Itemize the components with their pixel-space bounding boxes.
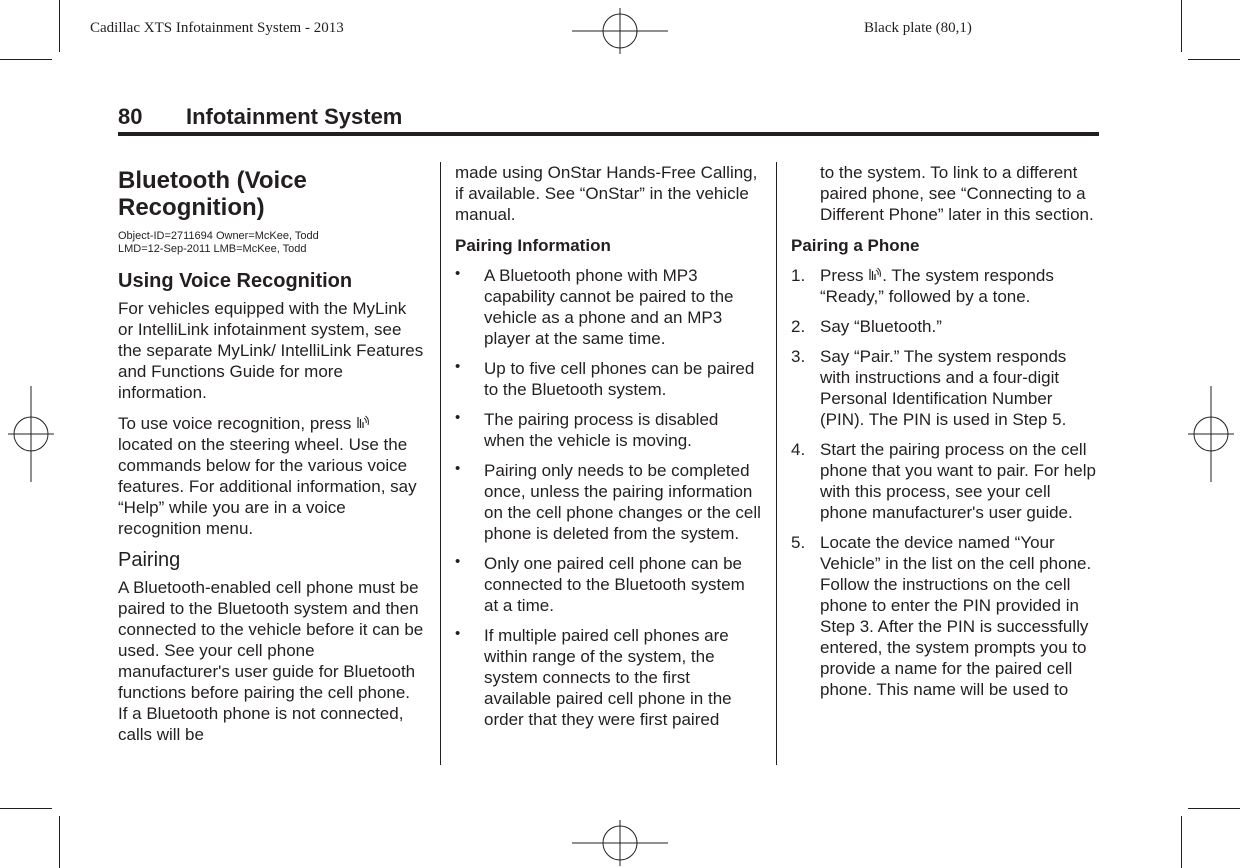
- column-divider: [776, 162, 777, 765]
- push-to-talk-icon: [868, 267, 882, 283]
- using-voice-recognition-heading: Using Voice Recognition: [118, 270, 353, 292]
- column-3: [791, 162, 1099, 709]
- running-header-right: Black plate (80,1): [864, 20, 972, 36]
- registration-mark-icon: [1188, 386, 1234, 482]
- crop-mark: [59, 0, 60, 52]
- column-divider: [440, 162, 441, 765]
- pairing-information-heading: Pairing Information: [455, 236, 611, 255]
- pairing-paragraph: A Bluetooth-enabled cell phone must be paired to the Bluetooth system and then connected to the vehicle before it can be used. See your cell phone manufacturer's user guide for Bluetooth functions before pairing the cell phone. If a Bluetooth phone is not connected, calls will be: [118, 578, 424, 744]
- list-item: [791, 316, 1099, 337]
- registration-mark-icon: [572, 820, 668, 866]
- step-text: . The system responds “Ready,” followed by a tone.: [820, 266, 1054, 306]
- page-heading: [118, 104, 402, 130]
- pairing-information-list: [455, 265, 761, 730]
- step-text: Say “Pair.” The system responds with instructions and a four-digit Personal Identification Number (PIN). The PIN is used in Step 5.: [820, 347, 1067, 429]
- list-item: • Up to five cell phones can be paired to the Bluetooth system.: [455, 358, 761, 400]
- step-text: Say “Bluetooth.”: [820, 317, 942, 336]
- page-number: 80: [118, 104, 143, 129]
- pairing-heading: Pairing: [118, 549, 181, 571]
- step-number: 2.: [791, 317, 806, 336]
- step-number: 1.: [791, 266, 806, 285]
- step-text: Start the pairing process on the cell phone that you want to pair. For help with this process, see your cell phone manufacturer's user guide.: [820, 440, 1096, 522]
- list-item: [791, 265, 1099, 307]
- crop-mark: [0, 808, 52, 809]
- list-item: • A Bluetooth phone with MP3 capability cannot be paired to the vehicle as a phone and an MP3 player at the same time.: [455, 265, 761, 349]
- crop-mark: [1181, 0, 1182, 52]
- registration-mark-icon: [572, 8, 668, 54]
- voice-para-end: located on the steering wheel. Use the commands below for the various voice features. For additional information, say “Help” while you are in a voice recognition menu.: [118, 435, 417, 538]
- step-number: 5.: [791, 533, 806, 552]
- list-item: [791, 346, 1099, 430]
- continued-paragraph: made using OnStar Hands-Free Calling, if available. See “OnStar” in the vehicle manual.: [455, 163, 758, 224]
- step-number: 3.: [791, 347, 806, 366]
- page-title: Infotainment System: [186, 104, 403, 129]
- list-item: • If multiple paired cell phones are within range of the system, the system connects to the first available paired cell phone in the order that they were first paired: [455, 625, 761, 730]
- crop-mark: [1181, 816, 1182, 868]
- crop-mark: [59, 816, 60, 868]
- list-item: • Only one paired cell phone can be connected to the Bluetooth system at a time.: [455, 553, 761, 616]
- list-item: • Pairing only needs to be completed once, unless the pairing information on the cell phone changes or the cell phone is deleted from the system.: [455, 460, 761, 544]
- list-item: [791, 439, 1099, 523]
- using-paragraph: For vehicles equipped with the MyLink or IntelliLink infotainment system, see the separate MyLink/ IntelliLink Features and Functions Guide for more information.: [118, 299, 424, 402]
- meta-line: LMD=12-Sep-2011 LMB=McKee, Todd: [118, 243, 307, 255]
- crop-mark: [1188, 808, 1240, 809]
- pairing-steps: [791, 265, 1099, 700]
- column-2: [455, 162, 761, 739]
- push-to-talk-icon: [356, 415, 370, 431]
- meta-line: Object-ID=2711694 Owner=McKee, Todd: [118, 230, 319, 242]
- column-1: [118, 162, 424, 755]
- crop-mark: [0, 59, 52, 60]
- registration-mark-icon: [8, 386, 54, 482]
- step-text: Press: [820, 266, 864, 285]
- crop-mark: [1188, 59, 1240, 60]
- section-title: Bluetooth (Voice Recognition): [118, 167, 307, 221]
- list-item: • The pairing process is disabled when the vehicle is moving.: [455, 409, 761, 451]
- heading-rule: [118, 132, 1099, 136]
- object-metadata: [118, 230, 424, 256]
- running-header-left: Cadillac XTS Infotainment System - 2013: [90, 20, 344, 36]
- voice-para-start: To use voice recognition, press: [118, 414, 352, 433]
- list-item: [791, 532, 1099, 700]
- step-text: Locate the device named “Your Vehicle” in the list on the cell phone. Follow the instructions on the cell phone to enter the PIN provided in Step 3. After the PIN is successfully entered, the system prompts you to provide a name for the paired cell phone. This name will be used to: [820, 533, 1092, 699]
- voice-recognition-paragraph: [118, 413, 424, 539]
- pairing-a-phone-heading: Pairing a Phone: [791, 236, 920, 255]
- step-number: 4.: [791, 440, 806, 459]
- continued-paragraph: to the system. To link to a different paired phone, see “Connecting to a Different Phone” later in this section.: [820, 163, 1094, 224]
